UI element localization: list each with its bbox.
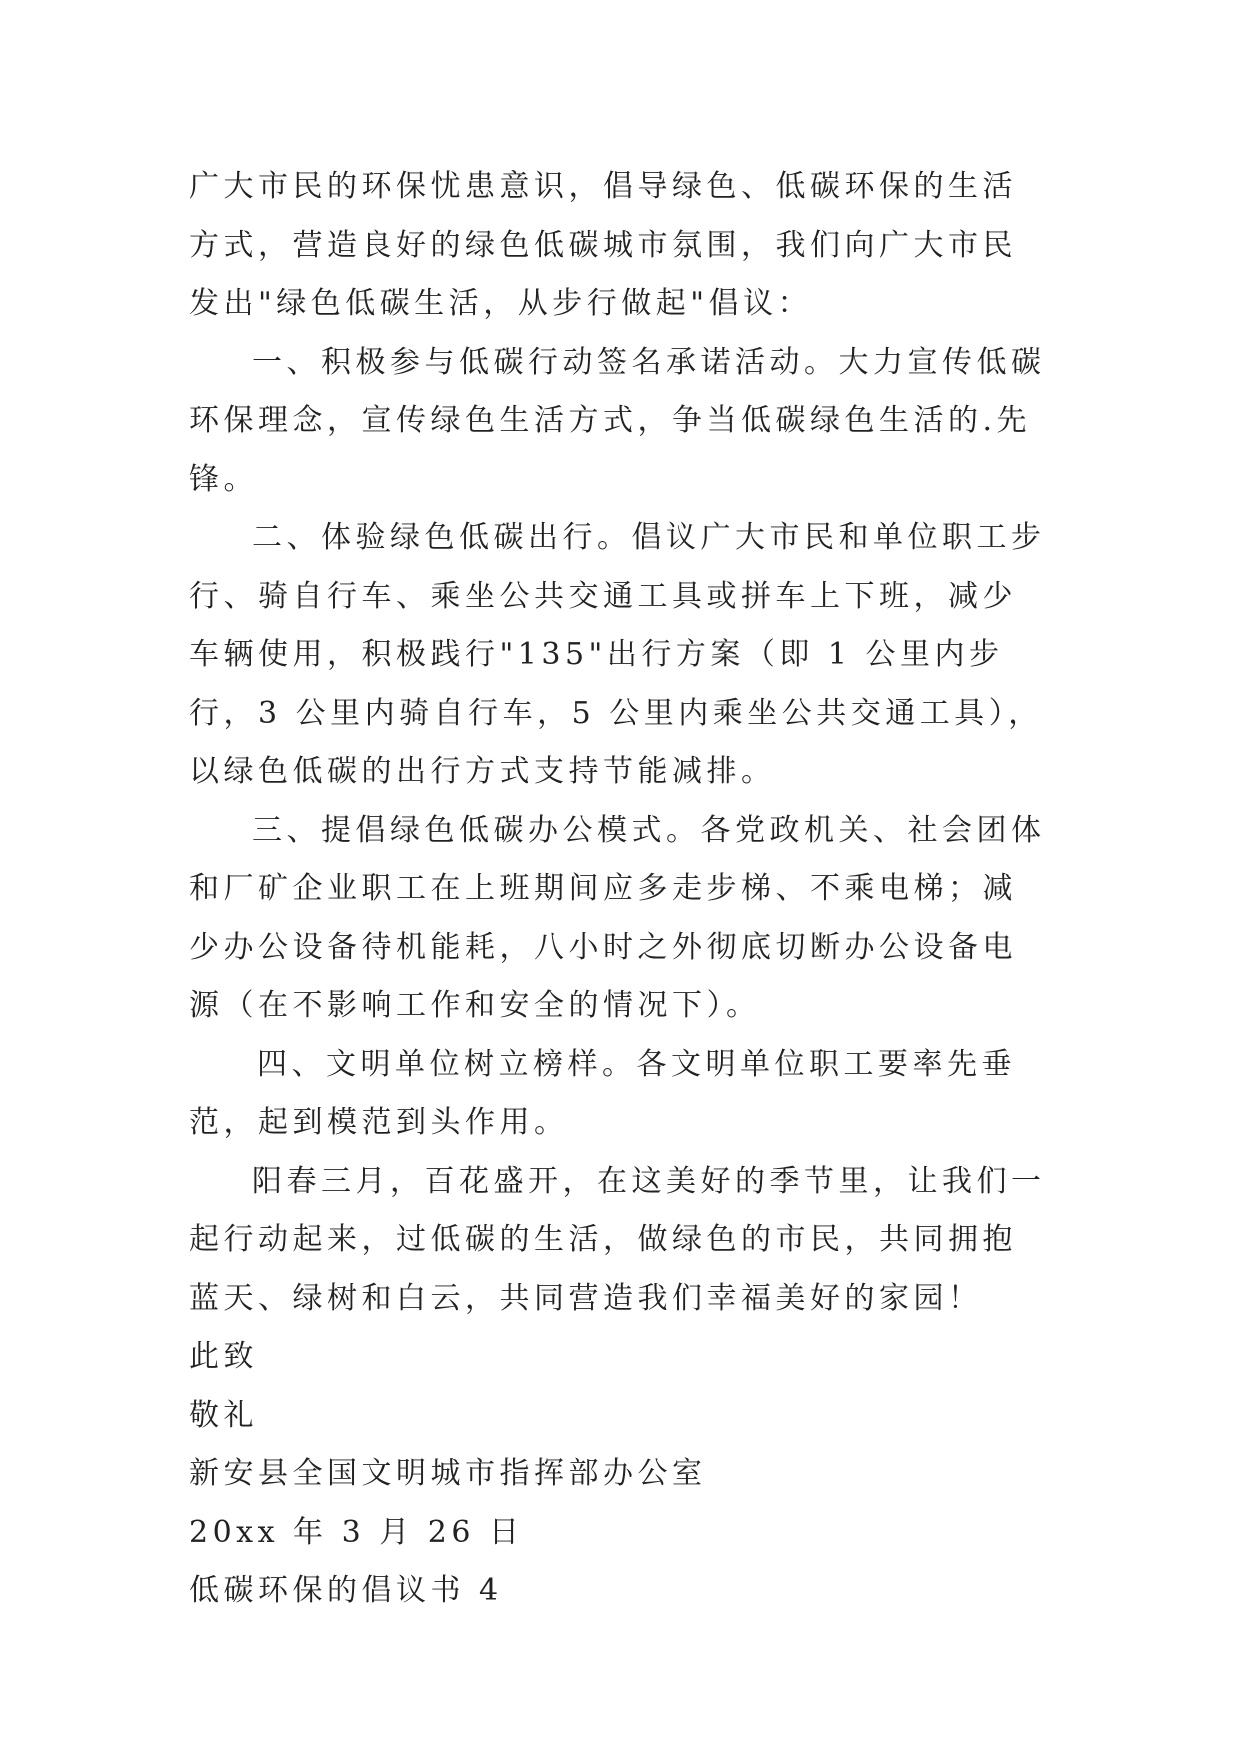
proposal-item-2: 二、体验绿色低碳出行。倡议广大市民和单位职工步行、骑自行车、乘坐公共交通工具或拼车上下班，减少车辆使用，积极践行"135"出行方案（即 1 公里内步行，3 公里内骑自行车，5 公里内乘坐公共交通工具），以绿色低碳的出行方式支持节能减排。 [189,520,1046,789]
closing-salutation: 此致 [189,1339,258,1374]
intro-paragraph: 广大市民的环保忧患意识，倡导绿色、低碳环保的生活方式，营造良好的绿色低碳城市氛围，我们向广大市民发出"绿色低碳生活，从步行做起"倡议： [189,169,1017,321]
proposal-item-4: 四、文明单位树立榜样。各文明单位职工要率先垂范，起到模范到头作用。 [189,1046,1016,1140]
proposal-item-3: 三、提倡绿色低碳办公模式。各党政机关、社会团体和厂矿企业职工在上班期间应多走步梯、不乘电梯；减少办公设备待机能耗，八小时之外彻底切断办公设备电源（在不影响工作和安全的情况下）。 [189,812,1046,1023]
conclusion-paragraph: 阳春三月，百花盛开，在这美好的季节里，让我们一起行动起来，过低碳的生活，做绿色的市民，共同拥抱蓝天、绿树和白云，共同营造我们幸福美好的家园！ [189,1163,1046,1316]
next-document-heading: 低碳环保的倡议书 4 [189,1573,503,1608]
document-body [189,158,1049,1621]
signatory: 新安县全国文明城市指挥部办公室 [189,1456,707,1491]
proposal-item-1: 一、积极参与低碳行动签名承诺活动。大力宣传低碳环保理念，宣传绿色生活方式，争当低碳绿色生活的.先锋。 [189,344,1046,497]
document-date: 20xx 年 3 月 26 日 [189,1514,524,1550]
closing-regards: 敬礼 [189,1397,258,1433]
